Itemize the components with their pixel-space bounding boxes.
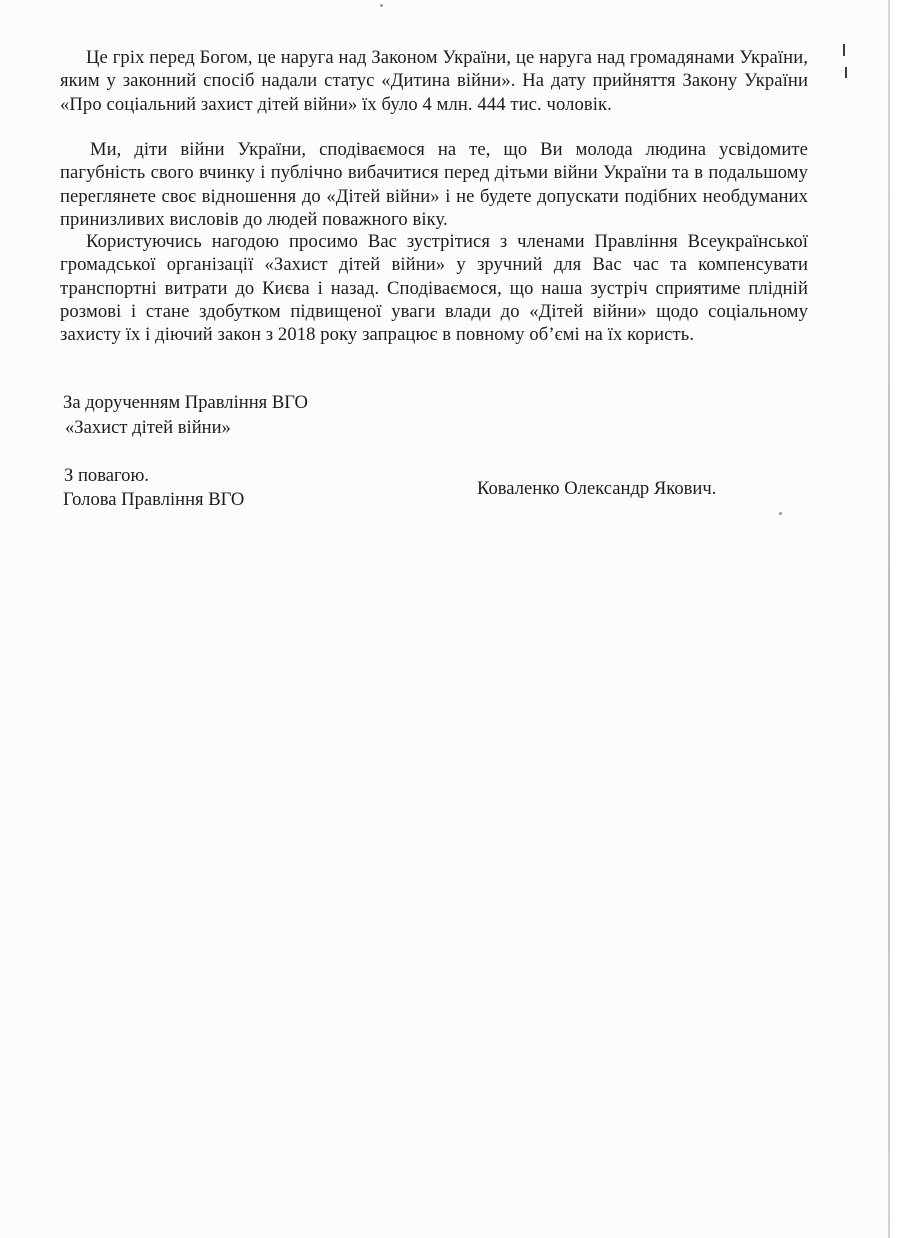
scan-mark xyxy=(843,44,845,56)
letter-paragraph-1: Це гріх перед Богом, це наруга над Законом України, це наруга над громадянами України, яким у законний спосіб надали статус «Дитина війни». На дату прийняття Закону України «Про соціальний захист дітей війни» їх було 4 млн. 444 тис. чоловік. xyxy=(60,47,808,115)
letter-paragraph-2: Ми, діти війни України, сподіваємося на те, що Ви молода людина усвідомите пагубність свого вчинку і публічно вибачитися перед дітьми війни України та в подальшому переглянете своє відношення до «Дітей війни» і не будете допускати подібних необдуманих принизливих висловів до людей поважного віку. xyxy=(60,139,808,230)
mandate-line-2: «Захист дітей війни» xyxy=(65,417,231,438)
signer-title: Голова Правління ВГО xyxy=(63,489,245,510)
mandate-line-1: За дорученням Правління ВГО xyxy=(63,392,308,413)
letter-paragraph-3: Користуючись нагодою просимо Вас зустрітися з членами Правління Всеукраїнської громадської організації «Захист дітей війни» у зручний для Вас час та компенсувати транспортні витрати до Києва і назад. Сподіваємося, що наша зустріч сприятиме плідній розмові і стане здобутком підвищеної уваги влади до «Дітей війни» щодо соціальному захисту їх і діючий закон з 2018 року запрацює в повному об’ємі на їх користь. xyxy=(60,231,808,346)
scan-edge-shadow xyxy=(888,0,890,1238)
scan-speck xyxy=(779,512,782,515)
signer-name: Коваленко Олександр Якович. xyxy=(477,478,717,499)
closing-phrase: З повагою. xyxy=(64,465,149,486)
scan-margin xyxy=(890,0,900,1238)
scan-speck xyxy=(380,4,383,7)
scan-mark xyxy=(845,67,847,78)
